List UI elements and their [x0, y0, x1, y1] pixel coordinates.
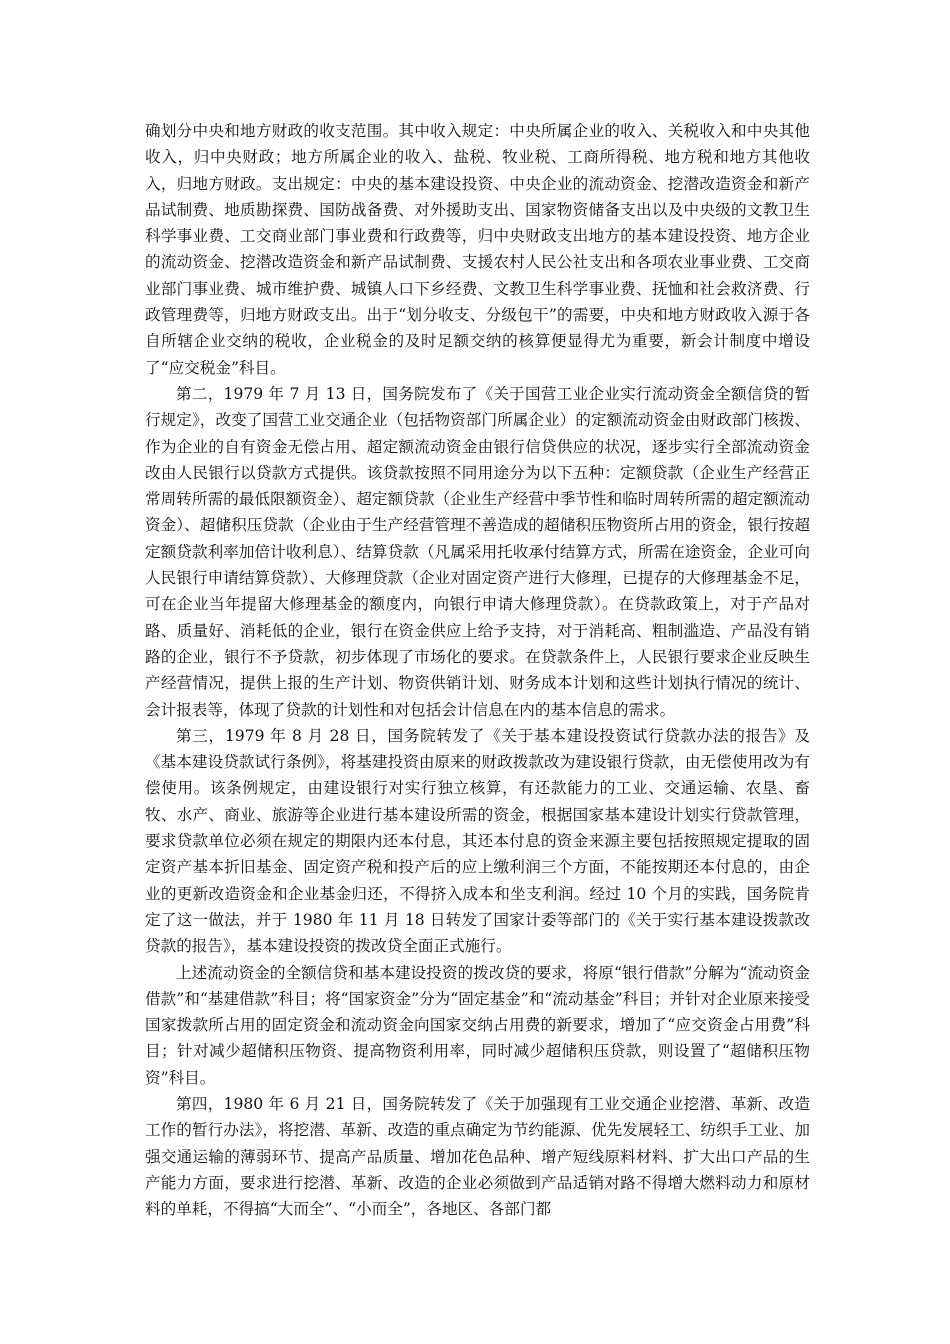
- paragraph-second-working-capital-credit: 第二，1979 年 7 月 13 日，国务院发布了《关于国营工业企业实行流动资金全额信贷的暂行规定》，改变了国营工业交通企业（包括物资部门所属企业）的定额流动资金由财政部门核拨、作为企业的自有资金无偿占用、超定额流动资金由银行信贷供应的状况，逐步实行全部流动资金改由人民银行以贷款方式提供。该贷款按照不同用途分为以下五种：定额贷款（企业生产经营正常周转所需的最低限额资金）、超定额贷款（企业生产经营中季节性和临时周转所需的超定额流动资金）、超储积压贷款（企业由于生产经营管理不善造成的超储积压物资所占用的资金，银行按超定额贷款利率加倍计收利息）、结算贷款（凡属采用托收承付结算方式，所需在途资金，企业可向人民银行申请结算贷款）、大修理贷款（企业对固定资产进行大修理，已提存的大修理基金不足，可在企业当年提留大修理基金的额度内，向银行申请大修理贷款）。在贷款政策上，对于产品对路、质量好、消耗低的企业，银行在资金供应上给予支持，对于消耗高、粗制滥造、产品没有销路的企业，银行不予贷款，初步体现了市场化的要求。在贷款条件上，人民银行要求企业反映生产经营情况，提供上报的生产计划、物资供销计划、财务成本计划和这些计划执行情况的统计、会计报表等，体现了贷款的计划性和对包括会计信息在内的基本信息的需求。: [145, 384, 810, 719]
- paragraph-fourth-enterprise-renovation: 第四，1980 年 6 月 21 日，国务院转发了《关于加强现有工业交通企业挖潜、革新、改造工作的暂行办法》，将挖潜、革新、改造的重点确定为节约能源、优先发展轻工、纺织手工业、加强交通运输的薄弱环节、提高产品质量、增加花色品种、增产短线原料材料、扩大出口产品的生产能力方面，要求进行挖潜、革新、改造的企业必须做到产品适销对路不得增大燃料动力和原材料的单耗，不得搞“大而全”、“小而全”，各地区、各部门都: [145, 1094, 810, 1219]
- paragraph-third-capital-construction-loans: 第三，1979 年 8 月 28 日，国务院转发了《关于基本建设投资试行贷款办法的报告》及《基本建设贷款试行条例》，将基建投资由原来的财政拨款改为建设银行贷款，由无偿使用改为有偿使用。该条例规定，由建设银行对实行独立核算，有还款能力的工业、交通运输、农垦、畜牧、水产、商业、旅游等企业进行基本建设所需的资金，根据国家基本建设计划实行贷款管理，要求贷款单位必须在规定的期限内还本付息，其还本付息的资金来源主要包括按照规定提取的固定资产基本折旧基金、固定资产税和投产后的应上缴利润三个方面，不能按期还本付息的，由企业的更新改造资金和企业基金归还，不得挤入成本和坐支利润。经过 10 个月的实践，国务院肯定了这一做法，并于 1980 年 11 月 18 日转发了国家计委等部门的《关于实行基本建设拨款改贷款的报告》，基本建设投资的拨改贷全面正式施行。: [145, 726, 810, 956]
- document-body: [145, 118, 810, 1222]
- paragraph-revenue-expenditure-division: 确划分中央和地方财政的收支范围。其中收入规定：中央所属企业的收入、关税收入和中央其他收入，归中央财政；地方所属企业的收入、盐税、牧业税、工商所得税、地方税和地方其他收入，归地方财政。支出规定：中央的基本建设投资、中央企业的流动资金、挖潜改造资金和新产品试制费、地质勘探费、国防战备费、对外援助支出、国家物资储备支出以及中央级的文教卫生科学事业费、工交商业部门事业费和行政费等，归中央财政支出地方的基本建设投资、地方企业的流动资金、挖潜改造资金和新产品试制费、支援农村人民公社支出和各项农业事业费、工交商业部门事业费、城市维护费、城镇人口下乡经费、文教卫生科学事业费、抚恤和社会救济费、行政管理费等，归地方财政支出。出于“划分收支、分级包干”的需要，中央和地方财政收入源于各自所辖企业交纳的税收，企业税金的及时足额交纳的核算便显得尤为重要，新会计制度中增设了“应交税金”科目。: [145, 122, 810, 377]
- paragraph-account-adjustments: 上述流动资金的全额信贷和基本建设投资的拨改贷的要求，将原“银行借款”分解为“流动资金借款”和“基建借款”科目；将“国家资金”分为“固定基金”和“流动基金”科目；并针对企业原来接受国家拨款所占用的固定资金和流动资金向国家交纳占用费的新要求，增加了“应交资金占用费”科目；针对减少超储积压物资、提高物资利用率，同时减少超储积压贷款，则设置了“超储积压物资”科目。: [145, 963, 810, 1087]
